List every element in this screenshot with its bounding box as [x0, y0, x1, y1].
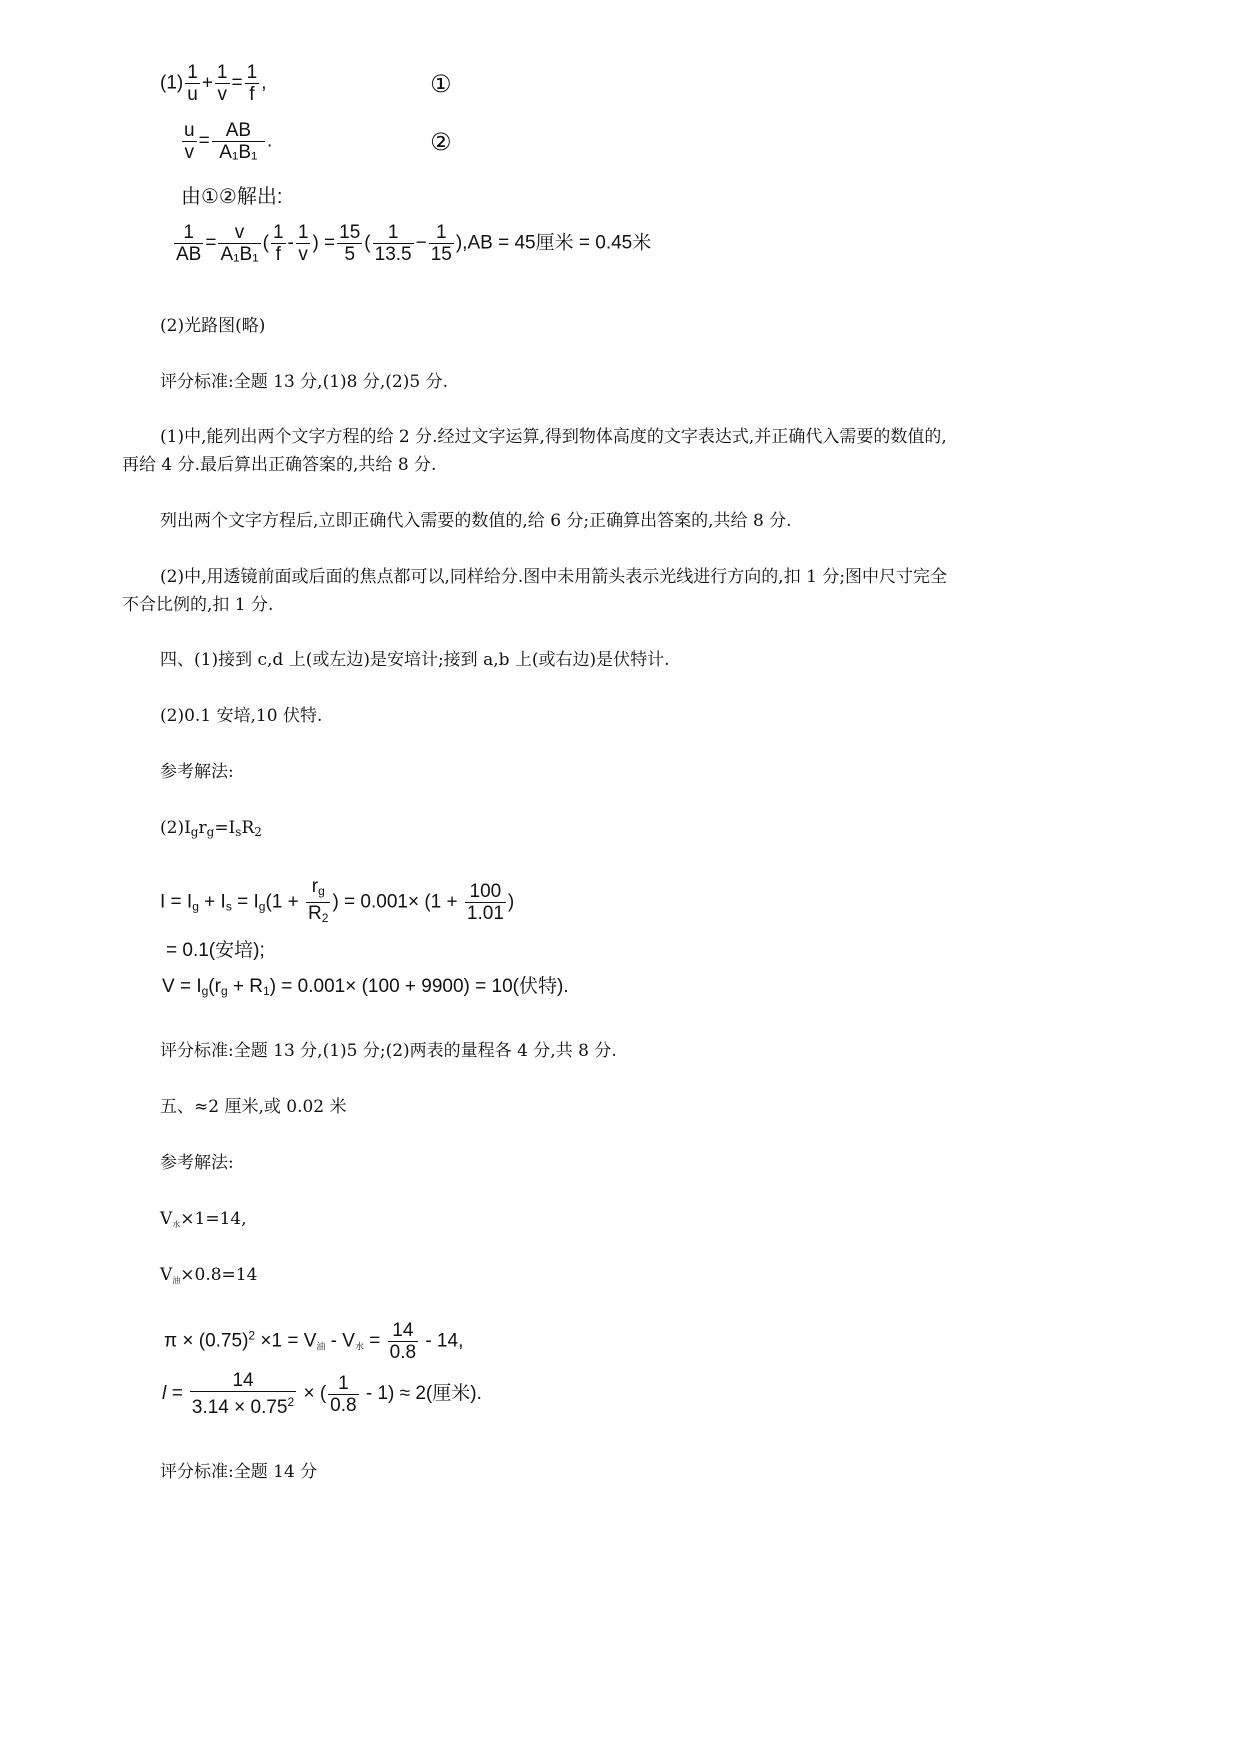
- paragraph-question-5: 五、≈2 厘米,或 0.02 米: [160, 1097, 347, 1117]
- paragraph-oil-volume: $V_油\times 0.8=14$: [160, 1265, 258, 1285]
- paragraph-answer-4-2: (2)0.1 安培,10 伏特.: [160, 706, 323, 726]
- paragraph-current-relation: $(2)I_gr_g=I_sR_2$: [160, 818, 262, 839]
- equation-current-result: = 0.1(安培);: [166, 940, 265, 961]
- equation-magnification: $\frac{u}{v}$ = $\frac{AB}{\text{A₁B₁}}$ .: [184, 120, 273, 163]
- paragraph-reference-method-5: 参考解法:: [160, 1153, 234, 1173]
- fraction: $\frac{1}{f}$: [272, 222, 284, 265]
- paragraph-scoring-detail-1a: (1)中,能列出两个文字方程的给 2 分.经过文字运算,得到物体高度的文字表达式,并正确代入需要的数值的,: [160, 427, 947, 447]
- equation-marker-2: ②: [430, 128, 452, 156]
- equation-lens-formula: (1) $\frac{1}{u}$ + $\frac{1}{v}$ = $\frac{1}{f}$ ,: [160, 62, 267, 105]
- solve-line: 由①②解出:: [181, 186, 283, 208]
- paragraph-water-volume: $V_水\times 1=14$,: [160, 1209, 247, 1229]
- equation-current: $I = I_g + I_s = I_g(1$ + $\frac{r_g}{R_2}$ ) = 0.001× (1 + $\frac{100}{1.01}$ ): [160, 876, 514, 929]
- paragraph-scoring-4: 评分标准:全题 13 分,(1)5 分;(2)两表的量程各 4 分,共 8 分.: [160, 1041, 617, 1061]
- fraction: $\frac{r_g}{R_2}$: [308, 876, 329, 925]
- fraction: $\frac{14}{0.8}$: [389, 1320, 417, 1363]
- fraction: $\frac{1}{13.5}$: [374, 222, 412, 265]
- fraction: $\frac{14}{3.14 \times 0.75^2}$: [191, 1370, 295, 1418]
- fraction: $\frac{1}{u}$: [187, 62, 198, 105]
- fraction: $\frac{15}{5}$: [339, 222, 361, 265]
- fraction: $\frac{1}{15}$: [430, 222, 452, 265]
- paragraph-scoring-5: 评分标准:全题 14 分: [160, 1462, 318, 1482]
- fraction: $\frac{1}{v}$: [216, 62, 228, 105]
- fraction: $\frac{100}{1.01}$: [466, 881, 504, 924]
- paragraph-scoring-detail-3a: (2)中,用透镜前面或后面的焦点都可以,同样给分.图中未用箭头表示光线进行方向的,扣 1 分;图中尺寸完全: [160, 567, 948, 587]
- equation-voltage: $V = I_g(r_g + R_1) = 0.001\times (100 + 9900) = 10$(伏特).: [162, 976, 569, 998]
- equation-length: l = $\frac{14}{3.14 \times 0.75^2}$ × ( $\frac{1}{0.8}$ - 1) ≈ 2(厘米).: [162, 1370, 482, 1418]
- paragraph-scoring-detail-1b: 再给 4 分.最后算出正确答案的,共给 8 分.: [122, 455, 437, 475]
- paragraph-scoring-detail-3b: 不合比例的,扣 1 分.: [122, 595, 274, 615]
- paragraph-light-path: (2)光路图(略): [160, 316, 266, 336]
- fraction: $\frac{1}{AB}$: [176, 222, 202, 265]
- paragraph-scoring-detail-2: 列出两个文字方程后,立即正确代入需要的数值的,给 6 分;正确算出答案的,共给 8 分.: [160, 511, 792, 531]
- paragraph-scoring: 评分标准:全题 13 分,(1)8 分,(2)5 分.: [160, 372, 448, 392]
- fraction: $\frac{1}{v}$: [297, 222, 309, 265]
- fraction: $\frac{1}{0.8}$: [330, 1372, 357, 1416]
- equation-volume-difference: $\pi \times (0.75)^2 \times 1 = V_油 - V_水$ = $\frac{14}{0.8}$ - 14,: [164, 1320, 464, 1363]
- fraction: $\frac{1}{f}$: [246, 62, 258, 105]
- equation-solution-ab: $\frac{1}{AB}$ = $\frac{v}{\text{A₁B₁}}$ ( $\frac{1}{f}$ - $\frac{1}{v}$ ) = $\frac{15}{5}$ ( $\frac{1}{13.5}$ − $\frac{1}{15}$ ),AB = 45厘米 = 0.45米: [176, 222, 652, 265]
- fraction: $\frac{AB}{\text{A₁B₁}}$: [212, 120, 265, 163]
- fraction: $\frac{v}{\text{A₁B₁}}$: [220, 222, 259, 265]
- fraction: $\frac{u}{v}$: [184, 120, 195, 163]
- paragraph-reference-method: 参考解法:: [160, 762, 234, 782]
- equation-marker-1: ①: [430, 70, 452, 98]
- paragraph-question-4: 四、(1)接到 c,d 上(或左边)是安培计;接到 a,b 上(或右边)是伏特计.: [160, 650, 670, 670]
